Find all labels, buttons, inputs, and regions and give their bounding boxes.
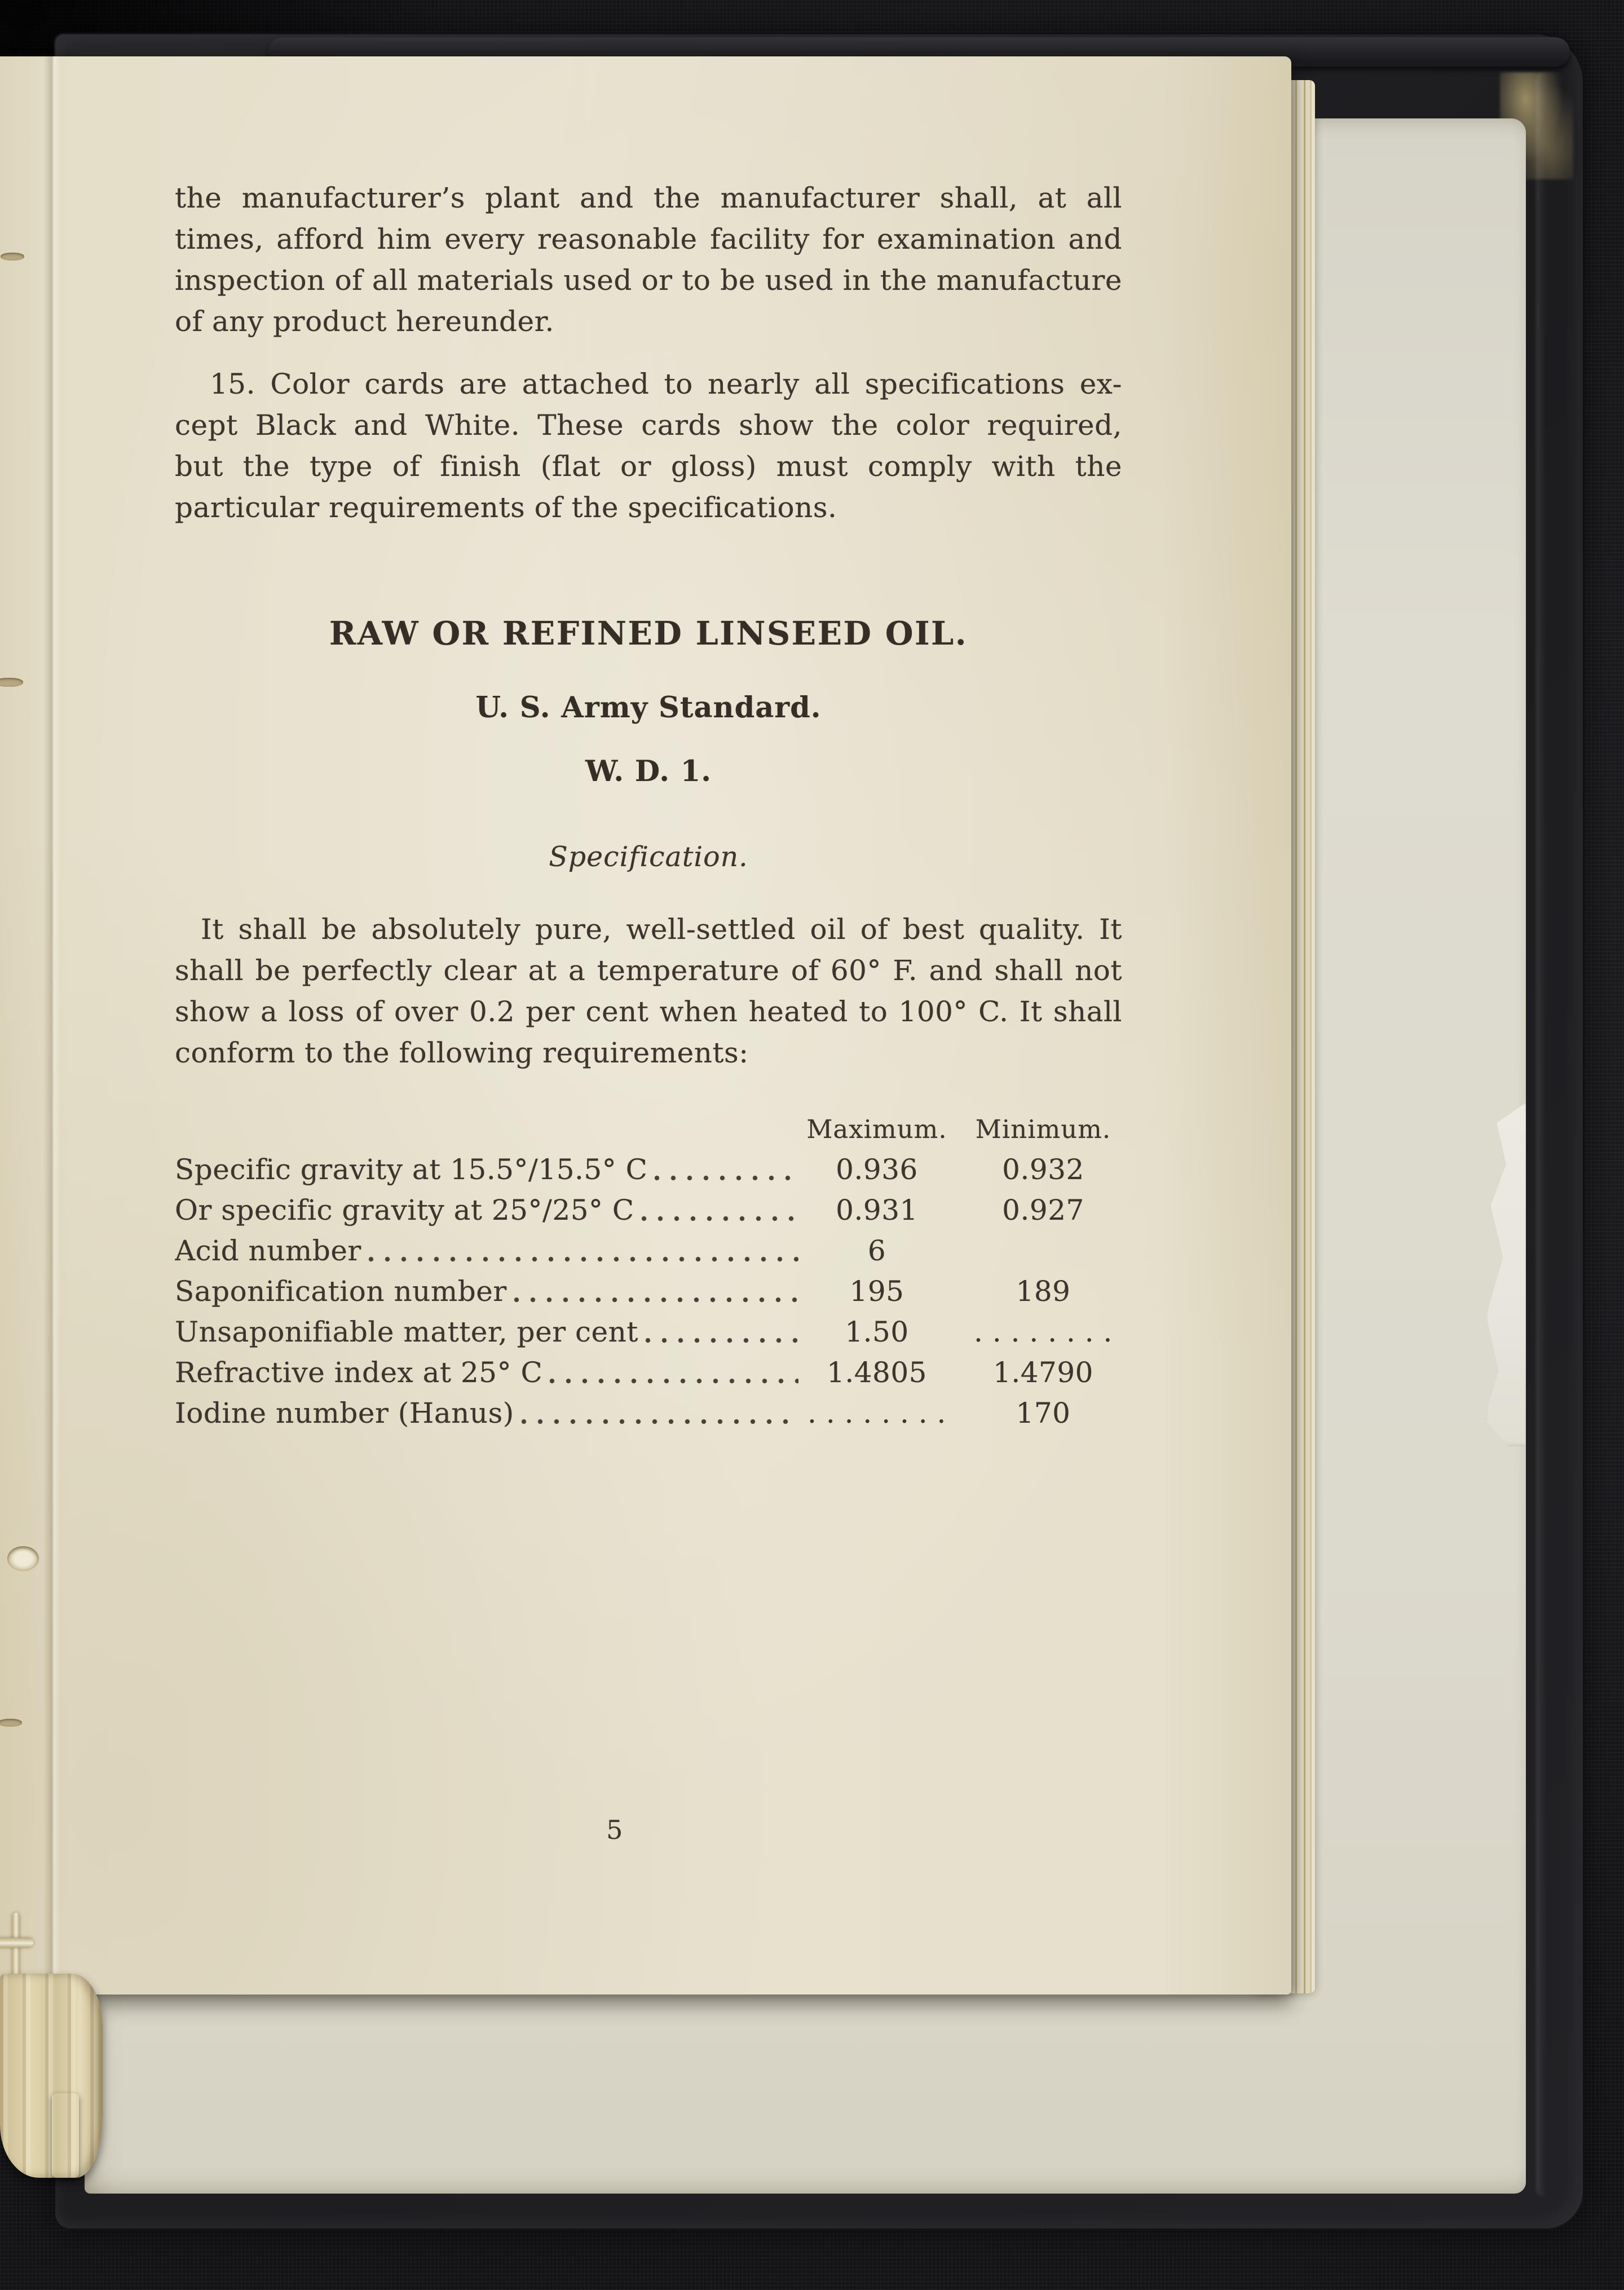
row-label-text: Iodine number (Hanus)	[175, 1397, 514, 1429]
table-row	[175, 1190, 1122, 1230]
minimum-value: 1.4790	[993, 1356, 1093, 1389]
text-line: inspection of all materials used or to be used in the manufacture	[175, 264, 1122, 297]
dot-leader	[654, 1175, 798, 1181]
row-label	[175, 1352, 801, 1393]
binding-hole	[7, 1546, 39, 1571]
maximum-value: . . . . . . . .	[807, 1397, 946, 1429]
maximum-value: 1.4805	[827, 1356, 927, 1389]
minimum-value: 170	[1016, 1397, 1071, 1429]
maximum-value: 0.936	[836, 1153, 918, 1186]
page-tear-mark	[0, 678, 23, 687]
row-label	[175, 1312, 801, 1352]
dot-leader	[641, 1216, 798, 1221]
torn-edge-patch	[1482, 1102, 1526, 1446]
text-line: shall be perfectly clear at a temperature of 60° F. and shall not	[175, 954, 1122, 987]
table-row	[175, 1271, 1122, 1312]
table-row	[175, 1230, 1122, 1271]
row-label-text: Unsaponifiable matter, per cent	[175, 1316, 638, 1348]
binding-mesh	[52, 2093, 79, 2178]
page-tear-mark	[1, 253, 24, 261]
page-tear-mark	[0, 1719, 22, 1727]
row-label-text: Or specific gravity at 25°/25° C	[175, 1194, 634, 1226]
minimum-value: 189	[1016, 1275, 1071, 1308]
row-label-text: Saponification number	[175, 1275, 507, 1308]
designation-heading: W. D. 1.	[585, 754, 712, 788]
standard-subtitle: U. S. Army Standard.	[475, 691, 822, 725]
minimum-value: . . . . . . . .	[974, 1316, 1113, 1348]
text-line: cept Black and White. These cards show the color required,	[175, 409, 1122, 442]
table-row	[175, 1149, 1122, 1190]
row-label-text: Specific gravity at 15.5°/15.5° C	[175, 1153, 648, 1186]
table-row	[175, 1393, 1122, 1433]
text-line: of any product hereunder.	[175, 305, 554, 338]
dot-leader	[521, 1419, 798, 1424]
text-line: show a loss of over 0.2 per cent when heated to 100° C. It shall	[175, 995, 1122, 1028]
text-line: It shall be absolutely pure, well-settled oil of best quality. It	[201, 913, 1122, 946]
text-line: but the type of finish (flat or gloss) must comply with the	[175, 450, 1122, 483]
page-number: 5	[606, 1815, 623, 1845]
minimum-value: 0.927	[1002, 1194, 1084, 1226]
table-row	[175, 1352, 1122, 1393]
dot-leader	[549, 1378, 798, 1384]
row-label-text: Acid number	[175, 1234, 361, 1267]
text-line: the manufacturer’s plant and the manufacturer shall, at all	[175, 182, 1122, 214]
page-crease	[43, 56, 60, 1995]
maximum-value: 195	[849, 1275, 904, 1308]
maximum-value: 6	[867, 1234, 886, 1267]
dot-leader	[514, 1297, 798, 1303]
table-row	[175, 1312, 1122, 1352]
requirements-table	[175, 1149, 1122, 1433]
corner-cut-horizontal	[0, 1938, 33, 1948]
row-label	[175, 1230, 801, 1271]
text-line: particular requirements of the specifications.	[175, 491, 837, 524]
paragraph-continuation	[175, 178, 1122, 342]
requirements-table-header	[175, 1110, 1122, 1149]
book-page	[0, 56, 1291, 1995]
row-label-text: Refractive index at 25° C	[175, 1356, 543, 1389]
dot-leader	[645, 1338, 798, 1343]
maximum-value: 0.931	[836, 1194, 918, 1226]
column-header-maximum: Maximum.	[806, 1114, 947, 1144]
section-title: RAW OR REFINED LINSEED OIL.	[329, 615, 968, 652]
minimum-value: 0.932	[1002, 1153, 1084, 1186]
specification-paragraph	[175, 909, 1122, 1074]
dot-leader	[368, 1256, 798, 1262]
maximum-value: 1.50	[845, 1316, 909, 1348]
column-header-minimum: Minimum.	[975, 1114, 1111, 1144]
torn-binding-remnant	[0, 1974, 103, 2178]
text-line: times, afford him every reasonable facility for examination and	[175, 223, 1122, 255]
text-line: 15. Color cards are attached to nearly all specifications ex-	[210, 368, 1122, 400]
row-label	[175, 1271, 801, 1312]
row-label	[175, 1393, 801, 1433]
row-label	[175, 1190, 801, 1230]
paragraph-15	[175, 364, 1122, 528]
specification-heading: Specification.	[549, 841, 748, 873]
row-label	[175, 1149, 801, 1190]
text-line: conform to the following requirements:	[175, 1036, 749, 1069]
